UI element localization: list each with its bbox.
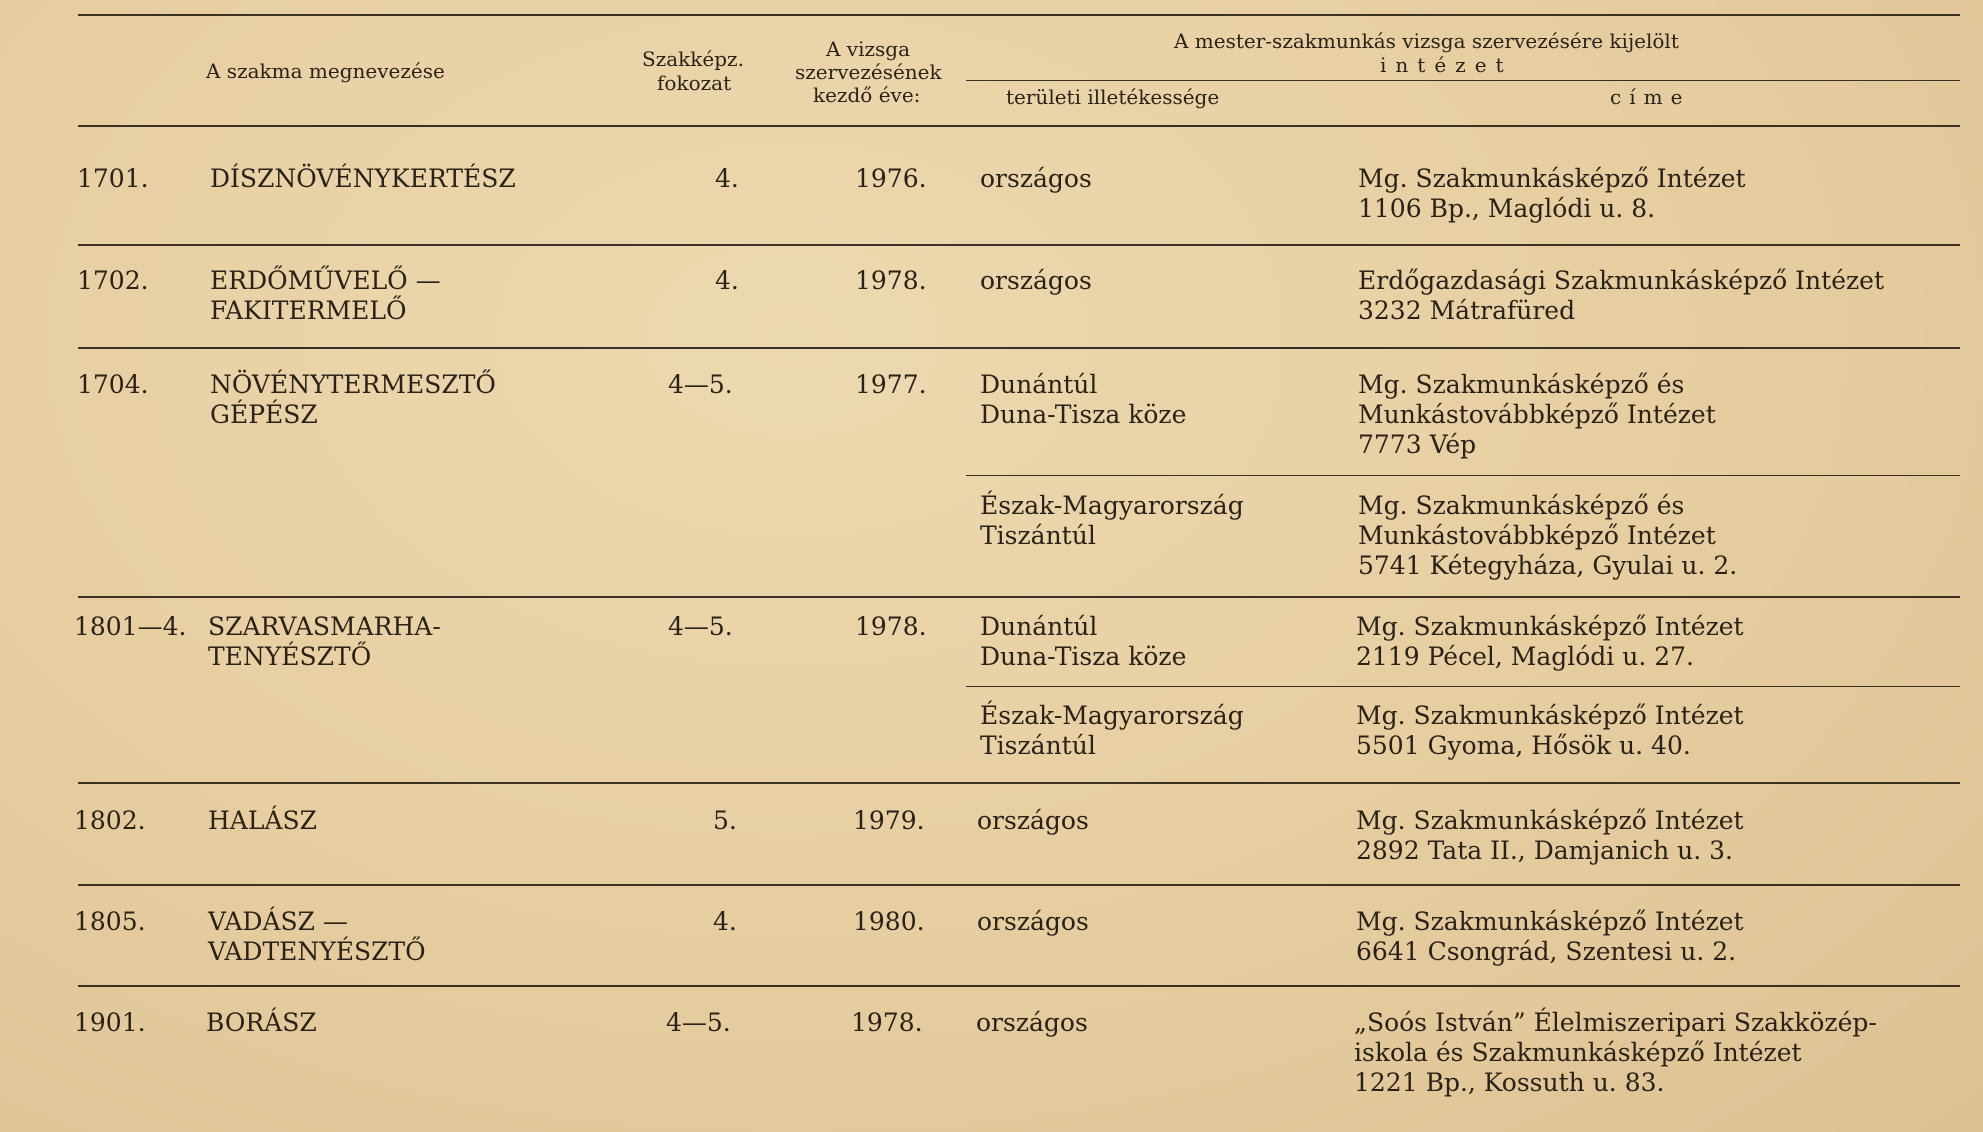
header-sub-rule (966, 80, 1960, 81)
address-line: 5501 Gyoma, Hősök u. 40. (1356, 731, 1691, 760)
row-separator (78, 985, 1960, 987)
row-code: 1805. (74, 907, 146, 936)
table-top-rule (78, 14, 1960, 16)
name-line: ERDŐMŰVELŐ — (210, 266, 441, 295)
area-line: Dunántúl (980, 370, 1098, 399)
area-line: Tiszántúl (980, 731, 1096, 760)
row-level: 4—5. (668, 370, 733, 399)
header-institute-col-line1: A mester-szakmunkás vizsga szervezésére kijelölt (1174, 29, 1679, 53)
row-address (1358, 266, 1884, 326)
row-area: országos (980, 266, 1092, 295)
address-line: 5741 Kétegyháza, Gyulai u. 2. (1358, 551, 1738, 580)
address-line: 6641 Csongrád, Szentesi u. 2. (1356, 937, 1737, 966)
row-code: 1801—4. (74, 612, 187, 641)
address-line: Mg. Szakmunkásképző Intézet (1358, 164, 1746, 193)
address-line: Mg. Szakmunkásképző Intézet (1356, 907, 1744, 936)
header-institute-col-line2: intézet (1380, 53, 1513, 77)
row-area (980, 612, 1186, 672)
row-area: országos (976, 1008, 1088, 1037)
area-line: Tiszántúl (980, 521, 1096, 550)
row-area (980, 370, 1186, 430)
row-year: 1977. (855, 370, 927, 399)
row-year: 1979. (853, 806, 925, 835)
name-line: NÖVÉNYTERMESZTŐ (210, 370, 496, 399)
row-address (1358, 164, 1746, 224)
address-line: 2892 Tata II., Damjanich u. 3. (1356, 836, 1734, 865)
name-line: FAKITERMELŐ (210, 296, 407, 325)
header-year-col-line1: A vizsga (826, 37, 911, 61)
address-line: 1221 Bp., Kossuth u. 83. (1354, 1068, 1665, 1097)
row-area: országos (980, 164, 1092, 193)
row-level: 4—5. (668, 612, 733, 641)
row-year: 1978. (851, 1008, 923, 1037)
address-line: „Soós István” Élelmiszeripari Szakközép- (1354, 1008, 1877, 1037)
address-line: 3232 Mátrafüred (1358, 296, 1576, 325)
name-line: TENYÉSZTŐ (208, 642, 372, 671)
row-level: 4. (713, 907, 737, 936)
name-line: VADÁSZ — (208, 907, 348, 936)
address-line: Munkástovábbképző Intézet (1358, 521, 1716, 550)
area-line: Dunántúl (980, 612, 1098, 641)
header-bottom-rule (78, 125, 1960, 127)
row-name (208, 612, 441, 672)
address-line: Erdőgazdasági Szakmunkásképző Intézet (1358, 266, 1885, 295)
row-area: országos (977, 907, 1089, 936)
row-address (1356, 612, 1744, 672)
subrow-separator (966, 686, 1960, 687)
row-name (208, 907, 426, 967)
area-line: Duna-Tisza köze (980, 400, 1187, 429)
row-code: 1901. (74, 1008, 146, 1037)
row-separator (78, 347, 1960, 349)
row-address (1356, 907, 1744, 967)
address-line: Mg. Szakmunkásképző Intézet (1356, 612, 1744, 641)
name-line: SZARVASMARHA- (208, 612, 441, 641)
row-separator (78, 884, 1960, 886)
row-name: HALÁSZ (208, 806, 318, 835)
row-year: 1978. (855, 266, 927, 295)
header-year-col-line3: kezdő éve: (813, 83, 921, 107)
row-level: 4. (715, 164, 739, 193)
row-name: BORÁSZ (206, 1008, 317, 1037)
row-year: 1978. (855, 612, 927, 641)
row-area (980, 701, 1244, 761)
address-line: Mg. Szakmunkásképző Intézet (1356, 806, 1744, 835)
area-line: Észak-Magyarország (980, 491, 1244, 520)
row-address (1356, 806, 1744, 866)
address-line: 7773 Vép (1358, 430, 1477, 459)
area-line: Duna-Tisza köze (980, 642, 1187, 671)
row-address (1358, 491, 1737, 581)
row-level: 4. (715, 266, 739, 295)
row-address (1356, 701, 1744, 761)
header-level-col-line2: fokozat (657, 71, 732, 95)
header-year-col-line2: szervezésének (795, 60, 942, 84)
row-area: országos (977, 806, 1089, 835)
row-name: DÍSZNÖVÉNYKERTÉSZ (210, 164, 516, 193)
row-separator (78, 244, 1960, 246)
address-line: iskola és Szakmunkásképző Intézet (1354, 1038, 1802, 1067)
row-code: 1704. (77, 370, 149, 399)
row-level: 4—5. (666, 1008, 731, 1037)
row-name (210, 266, 441, 326)
address-line: Mg. Szakmunkásképző Intézet (1356, 701, 1744, 730)
subrow-separator (966, 475, 1960, 476)
header-address-col: címe (1610, 85, 1691, 109)
row-separator (78, 782, 1960, 784)
name-line: GÉPÉSZ (210, 400, 318, 429)
header-name-col: A szakma megnevezése (206, 59, 445, 83)
row-code: 1701. (77, 164, 149, 193)
address-line: Mg. Szakmunkásképző és (1358, 370, 1685, 399)
row-code: 1702. (77, 266, 149, 295)
address-line: Munkástovábbképző Intézet (1358, 400, 1716, 429)
row-year: 1980. (853, 907, 925, 936)
row-separator (78, 596, 1960, 598)
row-level: 5. (713, 806, 737, 835)
row-code: 1802. (74, 806, 146, 835)
header-level-col-line1: Szakképz. (642, 47, 744, 71)
header-area-col: területi illetékessége (1006, 85, 1220, 109)
area-line: Észak-Magyarország (980, 701, 1244, 730)
address-line: 1106 Bp., Maglódi u. 8. (1358, 194, 1656, 223)
row-address (1358, 370, 1716, 460)
row-year: 1976. (855, 164, 927, 193)
address-line: Mg. Szakmunkásképző és (1358, 491, 1685, 520)
row-address (1354, 1008, 1877, 1098)
address-line: 2119 Pécel, Maglódi u. 27. (1356, 642, 1695, 671)
name-line: VADTENYÉSZTŐ (208, 937, 426, 966)
row-area (980, 491, 1244, 551)
row-name (210, 370, 496, 430)
